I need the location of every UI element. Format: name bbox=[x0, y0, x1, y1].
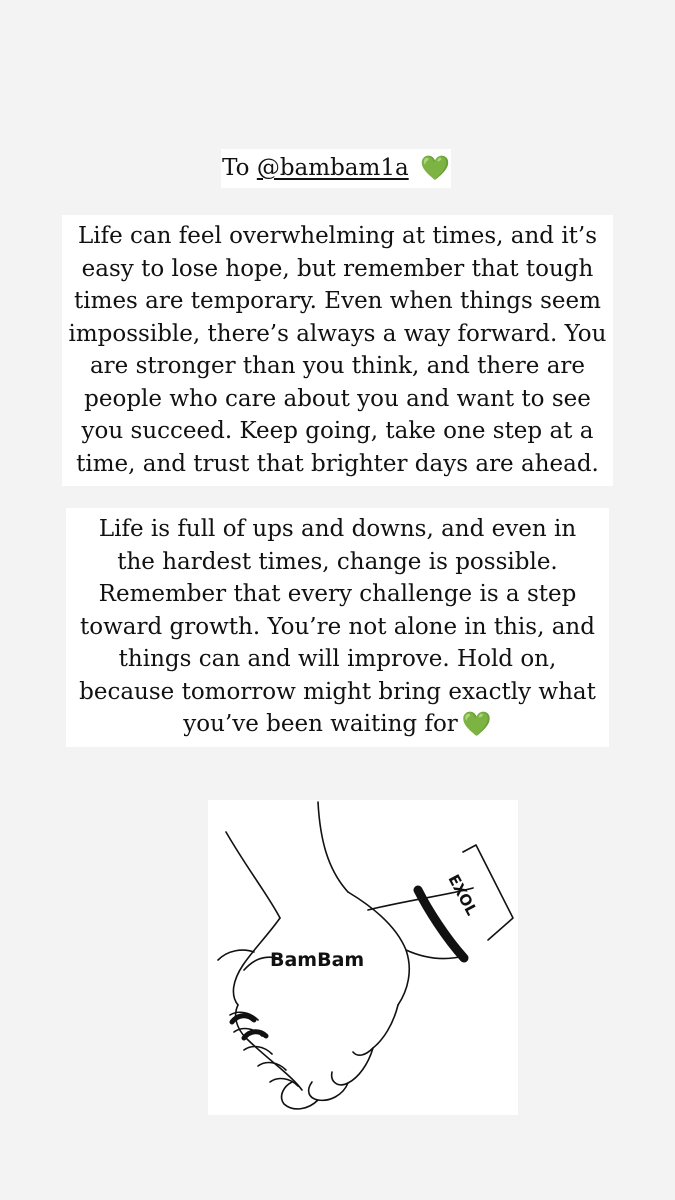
ring-finger bbox=[270, 1079, 298, 1086]
greeting-line bbox=[221, 149, 451, 188]
bracelet-label: EXOL bbox=[444, 871, 481, 919]
paragraph-line-last bbox=[66, 708, 609, 741]
ring-icon bbox=[244, 1032, 266, 1038]
paragraph-line: people who care about you and want to see bbox=[84, 385, 591, 412]
paragraph-line-text: you’ve been waiting for bbox=[183, 711, 458, 737]
mention-link[interactable]: @bambam1a bbox=[256, 155, 409, 181]
paragraph-line: times are temporary. Even when things seem bbox=[74, 288, 601, 314]
paragraph-line: time, and trust that brighter days are ahead. bbox=[76, 450, 599, 477]
paragraph-line: Remember that every challenge is a step bbox=[98, 581, 577, 607]
paragraph-line: you succeed. Keep going, take one step at a bbox=[81, 418, 594, 444]
message-paragraph-2 bbox=[66, 508, 609, 747]
paragraph-line: Life is full of ups and downs, and even in bbox=[98, 516, 577, 542]
paragraph-line: Life can feel overwhelming at times, and it’s bbox=[77, 223, 598, 249]
ring-finger bbox=[244, 1047, 272, 1054]
ring-icon bbox=[232, 1016, 254, 1022]
hand-label: BamBam bbox=[270, 949, 365, 971]
holding-hands-drawing bbox=[208, 800, 518, 1115]
paragraph-line: because tomorrow might bring exactly what bbox=[79, 678, 596, 705]
finger-outline bbox=[353, 1005, 398, 1055]
paragraph-line: the hardest times, change is possible. bbox=[117, 548, 558, 575]
paragraph-line: easy to lose hope, but remember that tough bbox=[81, 255, 594, 282]
paragraph-line: are stronger than you think, and there are bbox=[89, 353, 586, 379]
green-heart-icon: 💚 bbox=[461, 710, 492, 738]
greeting-prefix: To bbox=[222, 155, 250, 181]
paragraph-line: impossible, there’s always a way forward. You bbox=[68, 320, 607, 347]
green-heart-icon: 💚 bbox=[419, 154, 450, 182]
holding-hands-illustration bbox=[208, 800, 518, 1115]
left-arm-outline-inner bbox=[318, 802, 348, 892]
paragraph-line: toward growth. You’re not alone in this, and bbox=[80, 613, 595, 640]
paragraph-line: things can and will improve. Hold on, bbox=[118, 646, 557, 672]
message-paragraph-1 bbox=[62, 215, 613, 486]
left-arm-outline bbox=[226, 832, 280, 918]
